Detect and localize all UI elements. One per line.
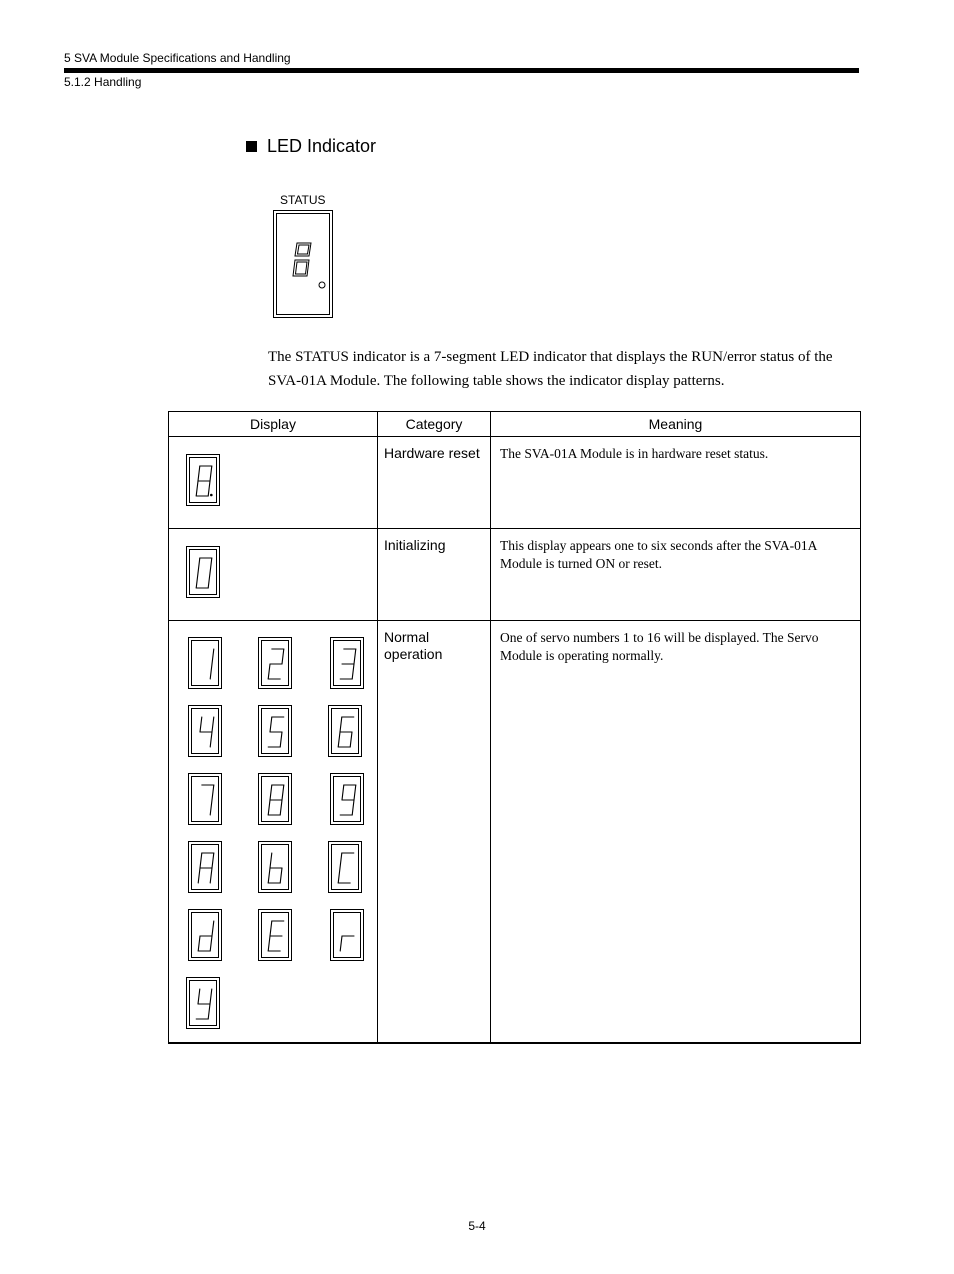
meaning-cell: One of servo numbers 1 to 16 will be displayed. The Servo Module is operating normally.: [491, 621, 861, 1044]
intro-paragraph: The STATUS indicator is a 7-segment LED indicator that displays the RUN/error status of the SVA-01A Module. The following table shows the indicator display patterns.: [268, 349, 833, 389]
header-rule: [64, 68, 859, 73]
display-cell: [169, 437, 378, 529]
display-pattern-table: [168, 411, 861, 1044]
led-display-icon: [330, 909, 364, 961]
led-display-icon: [188, 637, 222, 689]
column-header-meaning: Meaning: [491, 412, 861, 437]
category-cell: Normal operation: [378, 621, 491, 1044]
category-cell: Initializing: [378, 529, 491, 621]
status-led-figure: [273, 210, 333, 318]
display-cell: [169, 529, 378, 621]
led-display-icon: [330, 637, 364, 689]
seven-segment-icon: [273, 210, 333, 318]
led-display-icon: [188, 705, 222, 757]
led-display-icon: [258, 773, 292, 825]
section-title: [246, 136, 376, 157]
led-display-icon: [258, 841, 292, 893]
category-cell: Hardware reset: [378, 437, 491, 529]
table-row: [169, 529, 861, 621]
page-number: 5-4: [468, 1219, 486, 1233]
led-display-icon: [186, 977, 220, 1029]
meaning-cell: This display appears one to six seconds after the SVA-01A Module is turned ON or reset.: [491, 529, 861, 621]
led-display-icon: [188, 841, 222, 893]
meaning-cell: The SVA-01A Module is in hardware reset status.: [491, 437, 861, 529]
chapter-header: 5 SVA Module Specifications and Handling: [64, 51, 291, 65]
led-display-icon: [186, 454, 220, 506]
section-header: 5.1.2 Handling: [64, 75, 142, 89]
table-row: [169, 621, 861, 1044]
column-header-category: Category: [378, 412, 491, 437]
led-display-icon: [258, 637, 292, 689]
table-header-row: [169, 412, 861, 437]
led-display-icon: [188, 773, 222, 825]
led-display-icon: [328, 705, 362, 757]
status-label: STATUS: [280, 193, 326, 207]
led-display-icon: [328, 841, 362, 893]
led-display-icon: [258, 705, 292, 757]
led-display-icon: [330, 773, 364, 825]
led-display-icon: [186, 546, 220, 598]
square-bullet-icon: [246, 141, 257, 152]
section-title-text: LED Indicator: [267, 136, 377, 156]
column-header-display: Display: [169, 412, 378, 437]
table-row: [169, 437, 861, 529]
led-display-icon: [188, 909, 222, 961]
display-cell: [169, 621, 378, 1044]
led-display-icon: [258, 909, 292, 961]
